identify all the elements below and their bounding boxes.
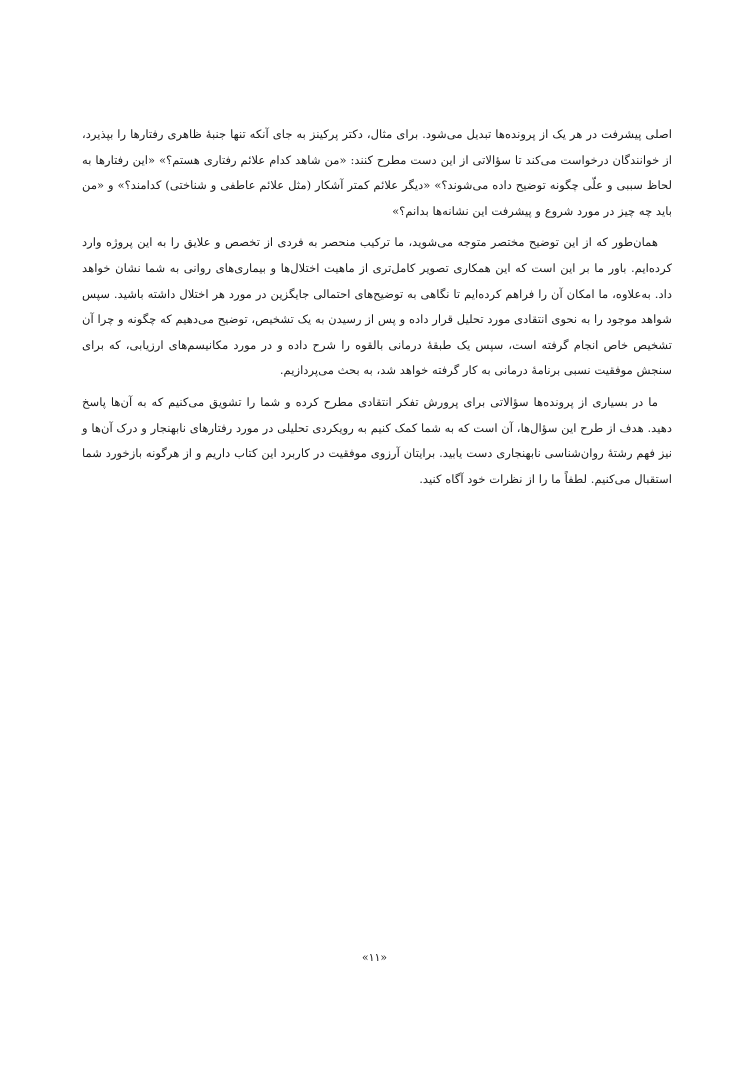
body-text	[82, 122, 672, 498]
paragraph-critical-thinking: ما در بسیاری از پرونده‌ها سؤالاتی برای پرورش تفکر انتقادی مطرح کرده و شما را تشویق می‌کنیم که به آن‌ها پاسخ دهید. هدف از طرح این سؤال‌ها، آن است که به شما کمک کنیم به رویکردی تحلیلی در مورد رفتارهای نابهنجار و درک آن‌ها و نیز فهم رشتهٔ روان‌شناسی نابهنجاری دست یابید. برایتان آرزوی موفقیت در کاربرد این کتاب داریم و از هرگونه بازخورد شما استقبال می‌کنیم. لطفاً ما را از نظرات خود آگاه کنید.	[82, 394, 672, 486]
paragraph-collaboration: همان‌طور که از این توضیح مختصر متوجه می‌شوید، ما ترکیب منحصر به فردی از تخصص و علایق را به این پروژه وارد کرده‌ایم. باور ما بر این است که این همکاری تصویر کامل‌تری از ماهیت اختلال‌ها و بیماری‌های روانی به شما نشان خواهد داد. به‌علاوه، ما امکان آن را فراهم کرده‌ایم تا نگاهی به توضیح‌های احتمالی جایگزین در مورد هر اختلال داشته باشید. سپس شواهد موجود را به نحوی انتقادی مورد تحلیل قرار داده و پس از رسیدن به یک تشخیص، توضیح می‌دهیم که چگونه و چرا آن تشخیص خاص انجام گرفته است، سپس یک طبقهٔ درمانی بالقوه را شرح داده و در مورد مکانیسم‌های ارزیابی، که برای سنجش موفقیت نسبی برنامهٔ درمانی به کار گرفته خواهد شد، به بحث می‌پردازیم.	[82, 235, 672, 378]
paragraph-continuation: اصلی پیشرفت در هر یک از پرونده‌ها تبدیل می‌شود. برای مثال، دکتر پرکینز به جای آنکه تنها جنبهٔ ظاهری رفتارها را بپذیرد، از خوانندگان درخواست می‌کند تا سؤالاتی از این دست مطرح کنند: «من شاهد کدام علائم رفتاری هستم؟» «این رفتارها به لحاظ سببی و علّی چگونه توضیح داده می‌شوند؟» «دیگر علائم کمتر آشکار (مثل علائم عاطفی و شناختی) کدامند؟» و «من باید چه چیز در مورد شروع و پیشرفت این نشانه‌ها بدانم؟»	[82, 127, 672, 218]
page-number: «۱۱»	[361, 951, 388, 964]
